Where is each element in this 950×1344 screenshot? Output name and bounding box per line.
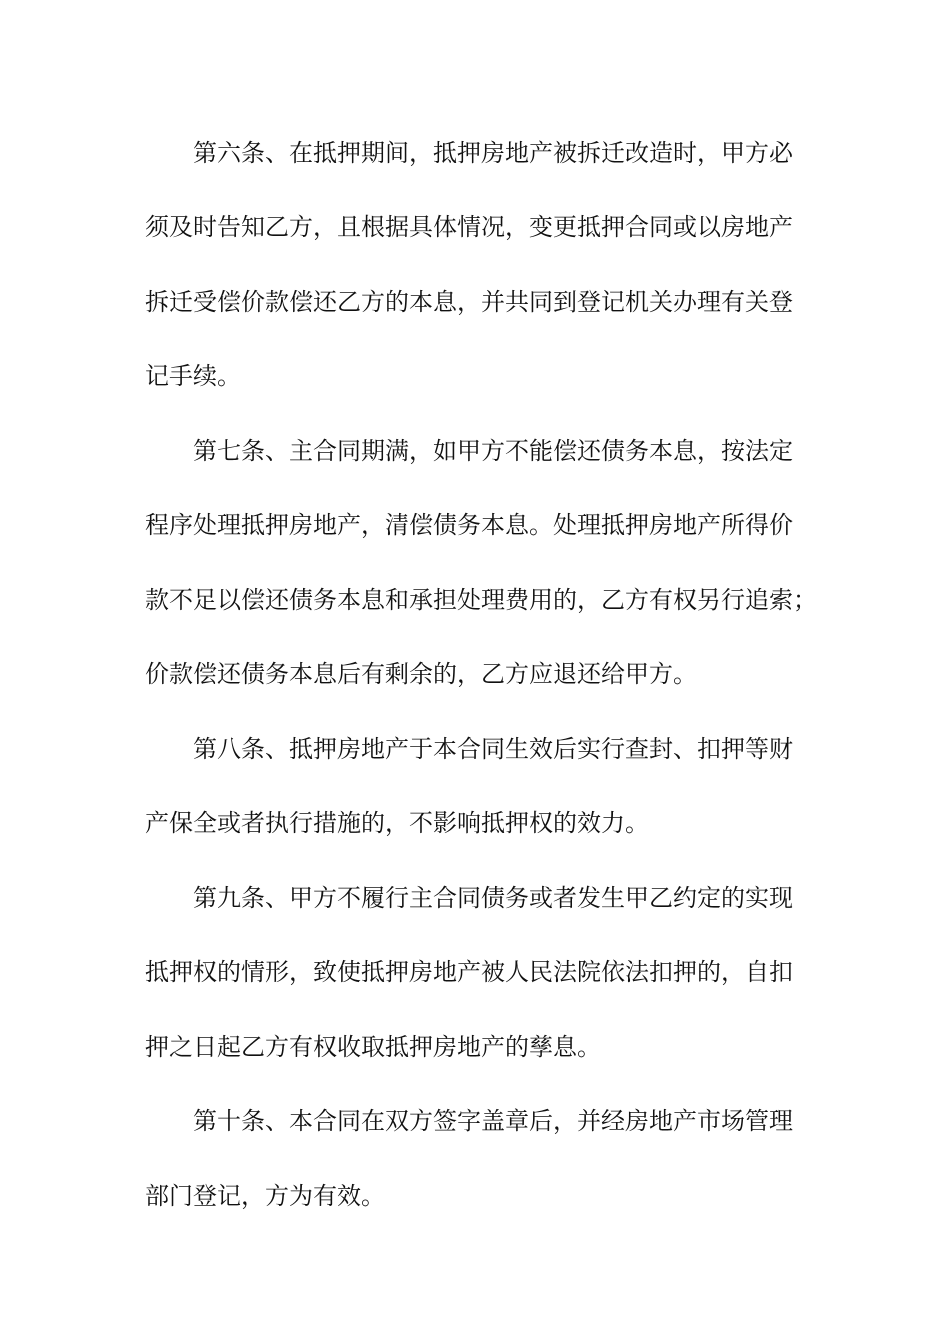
article-7-line-4: 价款偿还债务本息后有剩余的，乙方应退还给甲方。 [145, 660, 697, 688]
article-8-line-1: 第八条、抵押房地产于本合同生效后实行查封、扣押等财 [193, 735, 793, 763]
article-10-line-2: 部门登记，方为有效。 [145, 1182, 385, 1210]
article-9-line-2: 抵押权的情形，致使抵押房地产被人民法院依法扣押的，自扣 [145, 958, 793, 986]
article-6-line-2: 须及时告知乙方，且根据具体情况，变更抵押合同或以房地产 [145, 213, 793, 241]
article-7-line-3: 款不足以偿还债务本息和承担处理费用的，乙方有权另行追索； [145, 586, 817, 614]
article-7-line-1: 第七条、主合同期满，如甲方不能偿还债务本息，按法定 [193, 437, 793, 465]
article-10-line-1: 第十条、本合同在双方签字盖章后，并经房地产市场管理 [193, 1107, 793, 1135]
article-6-line-4: 记手续。 [145, 362, 241, 390]
article-9-line-1: 第九条、甲方不履行主合同债务或者发生甲乙约定的实现 [193, 884, 793, 912]
article-6-line-1: 第六条、在抵押期间，抵押房地产被拆迁改造时，甲方必 [193, 139, 793, 167]
article-7-line-2: 程序处理抵押房地产，清偿债务本息。处理抵押房地产所得价 [145, 511, 793, 539]
article-9-line-3: 押之日起乙方有权收取抵押房地产的孳息。 [145, 1033, 601, 1061]
article-8-line-2: 产保全或者执行措施的，不影响抵押权的效力。 [145, 809, 649, 837]
article-6-line-3: 拆迁受偿价款偿还乙方的本息，并共同到登记机关办理有关登 [145, 288, 793, 316]
